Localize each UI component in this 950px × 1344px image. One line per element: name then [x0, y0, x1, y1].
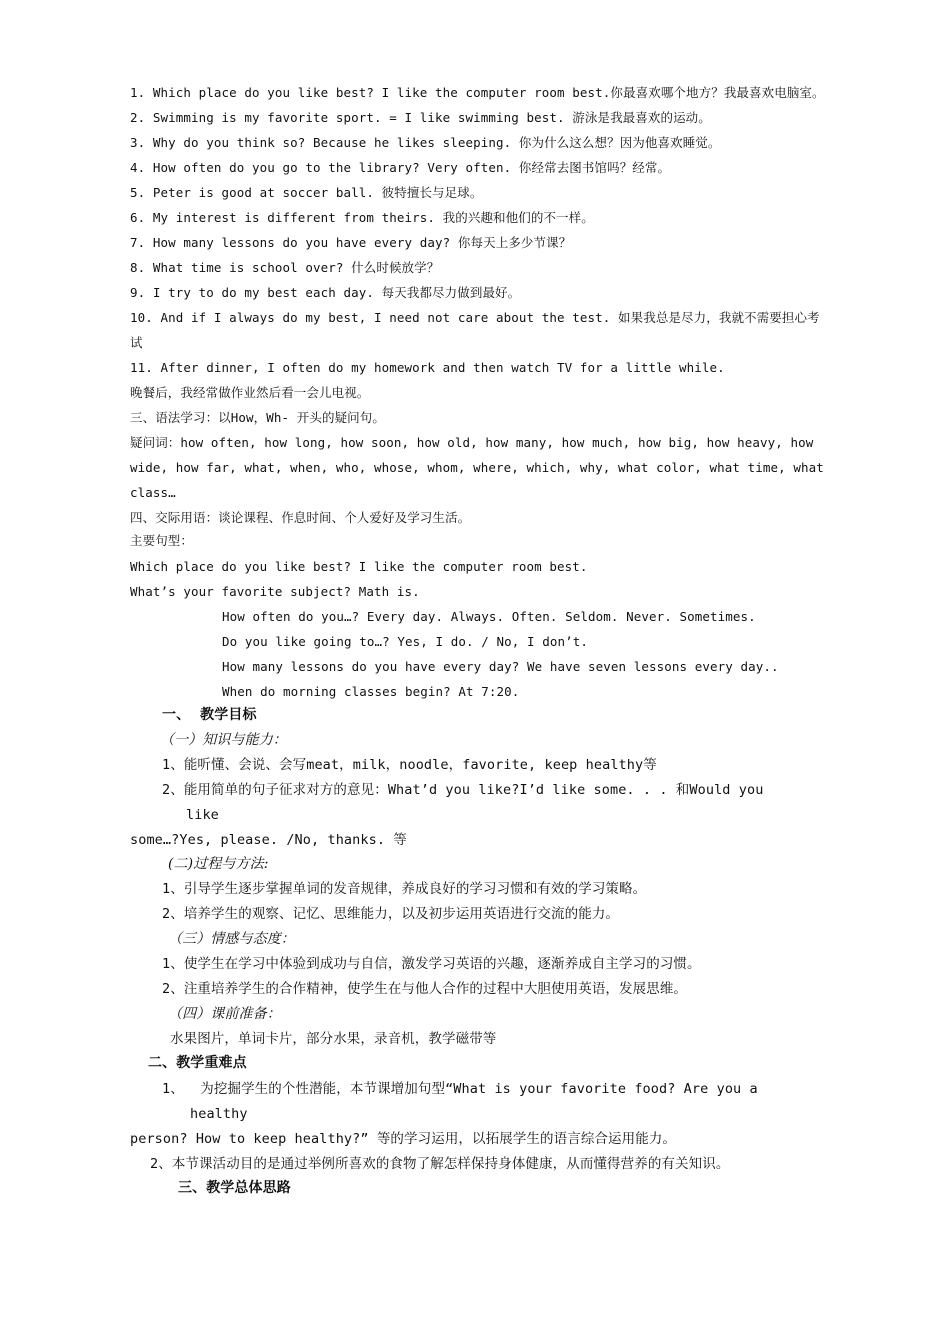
- key-point-1: 1、 为挖掘学生的个性潜能，本节课增加句型“What is your favorite food? Are you a: [162, 1081, 758, 1097]
- heading-key-points: 二、教学重难点: [148, 1055, 247, 1071]
- sentence-10: 10. And if I always do my best, I need not care about the test. 如果我总是尽力，我就不需要担心考: [130, 310, 820, 325]
- sentence-7: 7. How many lessons do you have every day? 你每天上多少节课？: [130, 235, 572, 250]
- question-words-1: 疑问词：how often, how long, how soon, how old, how many, how much, how big, how heavy, how: [130, 435, 814, 450]
- heading-overall-approach: 三、教学总体思路: [178, 1180, 291, 1196]
- goal-2-end: some…?Yes, please. /No, thanks. 等: [130, 832, 407, 848]
- sentence-4: 4. How often do you go to the library? Very often. 你经常去图书馆吗？经常。: [130, 160, 671, 175]
- process-2: 2、培养学生的观察、记忆、思维能力，以及初步运用英语进行交流的能力。: [162, 906, 620, 922]
- sentence-1: 1. Which place do you like best? I like the computer room best.你最喜欢哪个地方？我最喜欢电脑室。: [130, 85, 825, 100]
- sentence-11-cn: 晚餐后，我经常做作业然后看一会儿电视。: [130, 385, 370, 400]
- subheading-process: (二)过程与方法:: [168, 856, 269, 872]
- attitude-1: 1、使学生在学习中体验到成功与自信，激发学习英语的兴趣，逐渐养成自主学习的习惯。: [162, 956, 701, 972]
- section-grammar: 三、语法学习：以How，Wh- 开头的疑问句。: [130, 410, 385, 425]
- subheading-knowledge: （一）知识与能力：: [160, 732, 287, 748]
- pattern-6: When do morning classes begin? At 7:20.: [222, 684, 520, 699]
- process-1: 1、引导学生逐步掌握单词的发音规律，养成良好的学习习惯和有效的学习策略。: [162, 881, 647, 897]
- question-words-3: class…: [130, 485, 176, 500]
- pattern-3: How often do you…? Every day. Always. Often. Seldom. Never. Sometimes.: [222, 609, 756, 624]
- attitude-2: 2、注重培养学生的合作精神，使学生在与他人合作的过程中大胆使用英语，发展思维。: [162, 981, 688, 997]
- sentence-5: 5. Peter is good at soccer ball. 彼特擅长与足球。: [130, 185, 483, 200]
- sentence-10-cont: 试: [130, 335, 143, 350]
- sentence-8: 8. What time is school over? 什么时候放学？: [130, 260, 440, 275]
- goal-1: 1、能听懂、会说、会写meat，milk，noodle，favorite, keep healthy等: [162, 757, 657, 773]
- sentence-11: 11. After dinner, I often do my homework and then watch TV for a little while.: [130, 360, 725, 375]
- subheading-attitude: （三）情感与态度：: [168, 931, 295, 947]
- sentence-6: 6. My interest is different from theirs. 我的兴趣和他们的不一样。: [130, 210, 594, 225]
- main-patterns-label: 主要句型：: [130, 533, 194, 548]
- key-point-1-cont: healthy: [190, 1106, 248, 1122]
- pattern-4: Do you like going to…? Yes, I do. / No, I don’t.: [222, 634, 589, 649]
- sentence-2: 2. Swimming is my favorite sport. = I like swimming best. 游泳是我最喜欢的运动。: [130, 110, 711, 125]
- key-point-2: 2、本节课活动目的是通过举例所喜欢的食物了解怎样保持身体健康，从而懂得营养的有关知识。: [150, 1156, 730, 1172]
- preparation-items: 水果图片，单词卡片，部分水果，录音机，教学磁带等: [170, 1031, 497, 1047]
- pattern-2: What’s your favorite subject? Math is.: [130, 584, 420, 599]
- section-communication: 四、交际用语：谈论课程、作息时间、个人爱好及学习生活。: [130, 510, 471, 525]
- goal-2-cont: like: [186, 807, 219, 823]
- subheading-preparation: （四）课前准备：: [168, 1006, 281, 1022]
- heading-teaching-goals: 一、 教学目标: [162, 707, 257, 723]
- sentence-3: 3. Why do you think so? Because he likes sleeping. 你为什么这么想？因为他喜欢睡觉。: [130, 135, 721, 150]
- sentence-9: 9. I try to do my best each day. 每天我都尽力做到最好。: [130, 285, 521, 300]
- pattern-1: Which place do you like best? I like the computer room best.: [130, 559, 588, 574]
- question-words-2: wide, how far, what, when, who, whose, whom, where, which, why, what color, what time, what: [130, 460, 824, 475]
- pattern-5: How many lessons do you have every day? We have seven lessons every day..: [222, 659, 779, 674]
- key-point-1-end: person? How to keep healthy?” 等的学习运用，以拓展学生的语言综合运用能力。: [130, 1131, 677, 1147]
- goal-2: 2、能用简单的句子征求对方的意见：What’d you like?I’d like some. . . 和Would you: [162, 782, 764, 798]
